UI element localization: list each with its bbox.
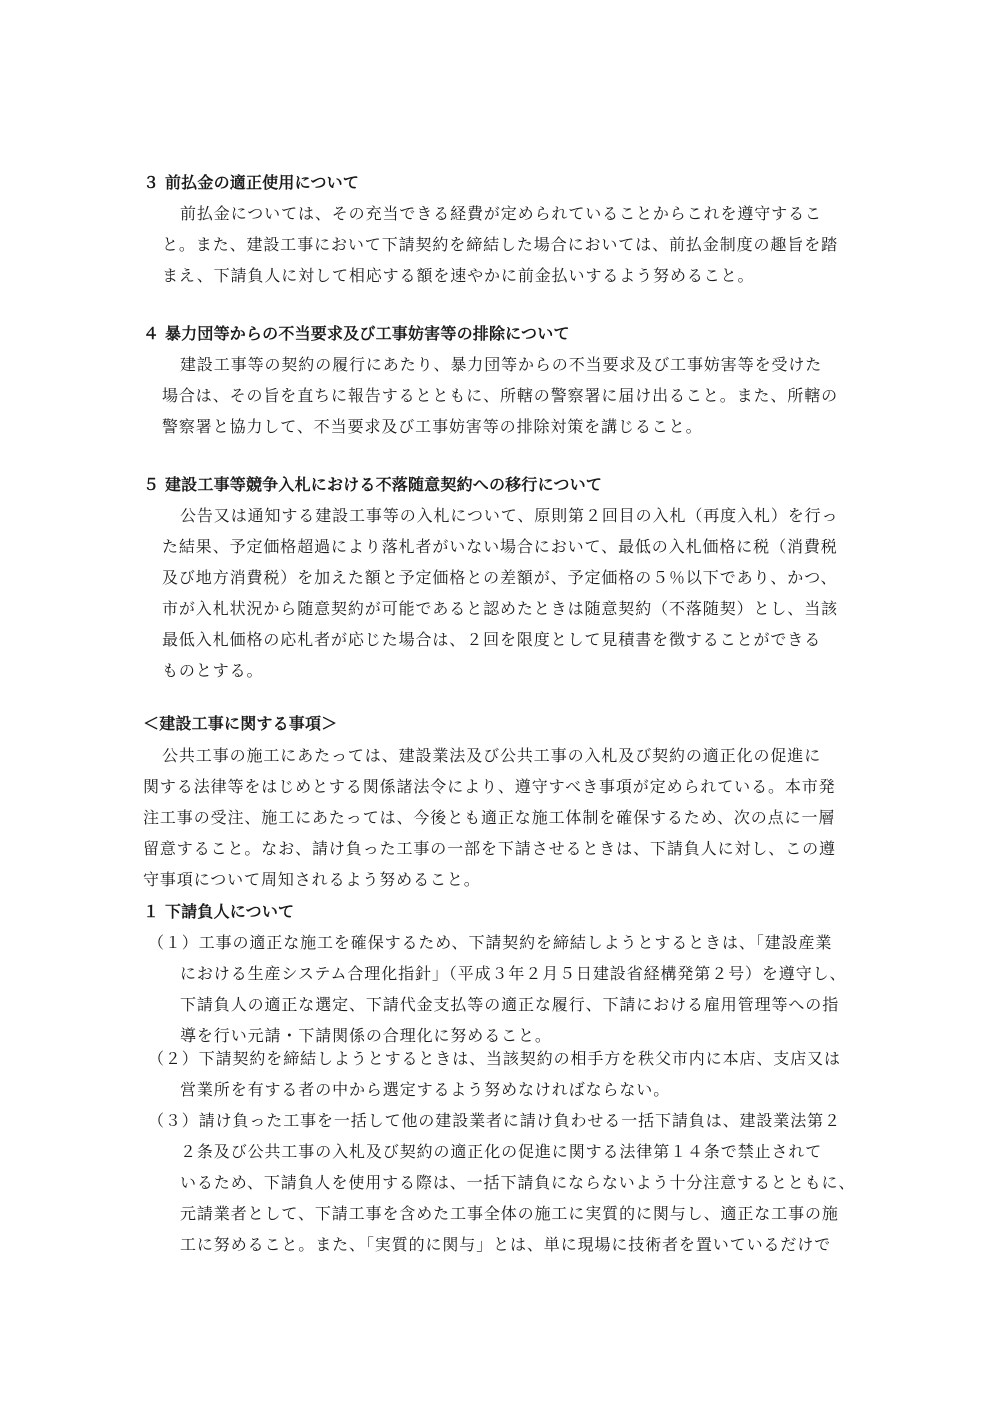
- list-item-line: （２）下請契約を締結しようとするときは、当該契約の相手方を秩父市内に本店、支店又は: [148, 1049, 841, 1068]
- paragraph-line: 公共工事の施工にあたっては、建設業法及び公共工事の入札及び契約の適正化の促進に: [162, 746, 822, 765]
- paragraph-line: 建設工事等の契約の履行にあたり、暴力団等からの不当要求及び工事妨害等を受けた: [180, 355, 823, 374]
- paragraph-line: 関する法律等をはじめとする関係諸法令により、遵守すべき事項が定められている。本市発: [143, 777, 836, 796]
- paragraph-line: 及び地方消費税）を加えた額と予定価格との差額が、予定価格の５％以下であり、かつ、: [162, 568, 838, 587]
- list-item-line: 営業所を有する者の中から選定するよう努めなければならない。: [180, 1080, 671, 1099]
- paragraph-line: ものとする。: [162, 661, 264, 680]
- section-heading-negotiated-contract: ５ 建設工事等競争入札における不落随意契約への移行について: [143, 475, 603, 494]
- paragraph-line: た結果、予定価格超過により落札者がいない場合において、最低の入札価格に税（消費税: [162, 537, 838, 556]
- paragraph-line: 留意すること。なお、請け負った工事の一部を下請させるときは、下請負人に対し、この遵: [143, 839, 836, 858]
- list-item-line: （３）請け負った工事を一括して他の建設業者に請け負わせる一括下請負は、建設業法第２: [148, 1111, 841, 1130]
- section-heading-subcontractors: １ 下請負人について: [143, 902, 295, 921]
- section-heading-advance-payment: ３ 前払金の適正使用について: [143, 173, 360, 192]
- paragraph-line: 前払金については、その充当できる経費が定められていることからこれを遵守するこ: [180, 204, 822, 223]
- list-item-line: 工に努めること。また、「実質的に関与」とは、単に現場に技術者を置いているだけで: [180, 1235, 832, 1254]
- list-item-line: 下請負人の適正な選定、下請代金支払等の適正な履行、下請における雇用管理等への指: [180, 995, 840, 1014]
- paragraph-line: 場合は、その旨を直ちに報告するとともに、所轄の警察署に届け出ること。また、所轄の: [162, 386, 839, 405]
- list-item-line: （１）工事の適正な施工を確保するため、下請契約を締結しようとするときは、「建設産業: [148, 933, 833, 952]
- list-item-line: における生産システム合理化指針」（平成３年２月５日建設省経構発第２号）を遵守し、: [180, 964, 847, 983]
- list-item-line: 導を行い元請・下請関係の合理化に努めること。: [180, 1026, 552, 1045]
- paragraph-line: 最低入札価格の応札者が応じた場合は、２回を限度として見積書を徴することができる: [162, 630, 822, 649]
- paragraph-line: 注工事の受注、施工にあたっては、今後とも適正な施工体制を確保するため、次の点に一層: [143, 808, 836, 827]
- paragraph-line: 守事項について周知されるよう努めること。: [143, 870, 481, 889]
- list-item-line: 元請業者として、下請工事を含めた工事全体の施工に実質的に関与し、適正な工事の施: [180, 1204, 839, 1223]
- paragraph-line: と。また、建設工事において下請契約を締結した場合においては、前払金制度の趣旨を踏: [162, 235, 839, 254]
- paragraph-line: 警察署と協力して、不当要求及び工事妨害等の排除対策を講じること。: [162, 417, 703, 436]
- paragraph-line: 公告又は通知する建設工事等の入札について、原則第２回目の入札（再度入札）を行っ: [180, 506, 839, 525]
- list-item-line: ２条及び公共工事の入札及び契約の適正化の促進に関する法律第１４条で禁止されて: [180, 1142, 823, 1161]
- paragraph-line: 市が入札状況から随意契約が可能であると認めたときは随意契約（不落随契）とし、当該: [162, 599, 839, 618]
- paragraph-line: まえ、下請負人に対して相応する額を速やかに前金払いするよう努めること。: [162, 266, 755, 285]
- section-heading-construction-matters: ＜建設工事に関する事項＞: [143, 714, 338, 733]
- section-heading-crime-exclusion: ４ 暴力団等からの不当要求及び工事妨害等の排除について: [143, 324, 570, 343]
- list-item-line: いるため、下請負人を使用する際は、一括下請負にならないよう十分注意するとともに、: [180, 1173, 856, 1192]
